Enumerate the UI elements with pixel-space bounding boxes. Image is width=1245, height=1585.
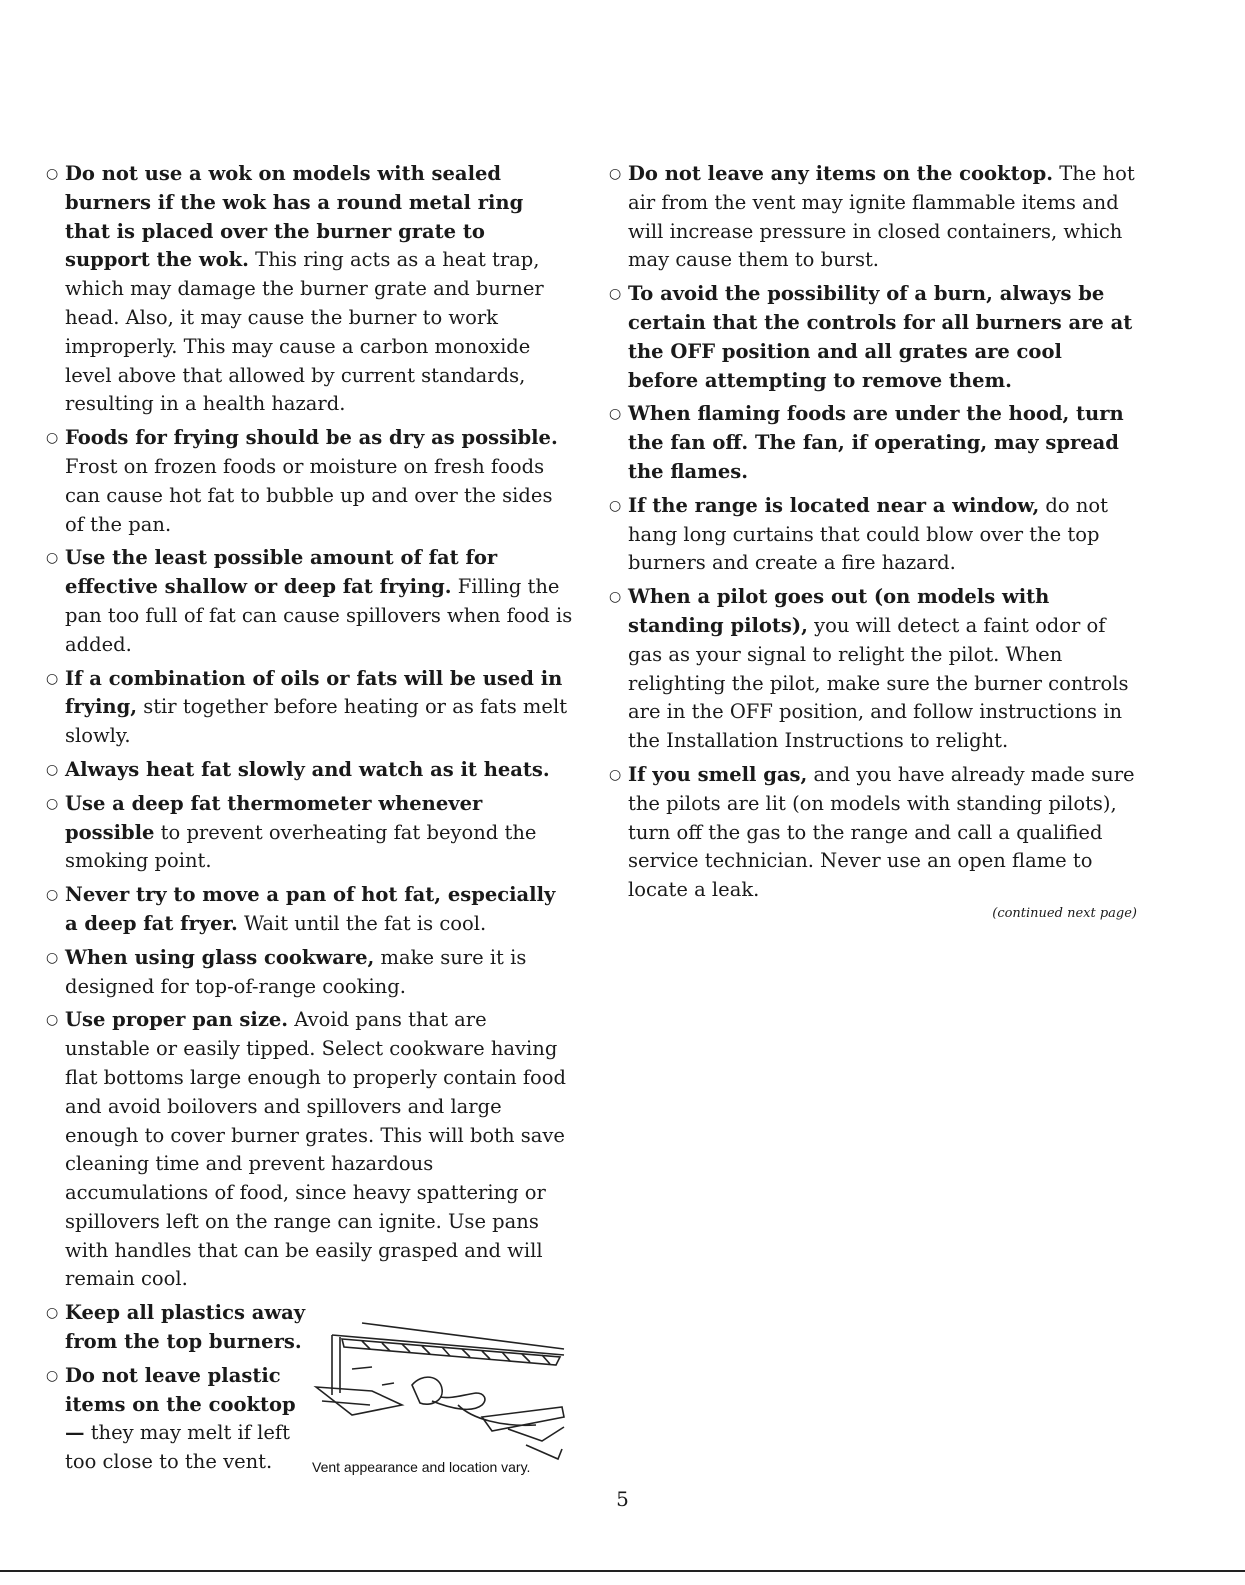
bullet-icon: ○ (609, 406, 622, 423)
list-item (44, 665, 574, 751)
item-bold: Foods for frying should be as dry as possible. (65, 426, 558, 450)
list-item (44, 424, 574, 539)
list-item (607, 400, 1137, 486)
item-bold: Use the least possible amount of fat for effective shallow or deep fat frying. (65, 546, 498, 599)
vent-warnings (44, 1299, 314, 1482)
bullet-icon: ○ (46, 550, 59, 567)
item-bold: Never try to move a pan of hot fat, especially a deep fat fryer. (65, 883, 556, 935)
bullet-icon: ○ (46, 1012, 59, 1029)
item-text: The hot air from the vent may ignite flammable items and will increase pressure in closed containers, which may cause them to burst. (628, 162, 1135, 272)
bullet-icon: ○ (46, 430, 59, 447)
right-column (607, 160, 1137, 921)
bullet-icon: ○ (609, 166, 622, 182)
vent-section (44, 1299, 574, 1479)
item-bold: When a pilot goes out (on models with standing pilots), (628, 585, 1050, 637)
item-text: Avoid pans that are unstable or easily tipped. Select cookware having flat bottoms large enough to properly contain food and avoid boilovers and spillovers and large enough to cover burner grates. This will both save cleaning time and prevent hazardous accumulations of food, since heavy spattering or spillovers left on the range can ignite. Use pans with handles that can be easily grasped and will remain cool. (65, 1008, 567, 1291)
item-text: they may melt if left too close to the vent. (65, 1421, 290, 1474)
list-item (44, 1362, 314, 1477)
list-item (607, 280, 1137, 395)
item-bold: When flaming foods are under the hood, turn the fan off. The fan, if operating, may spread the flames. (628, 402, 1124, 483)
item-text: to prevent overheating fat beyond the smoking point. (65, 820, 537, 873)
bottom-rule (0, 1570, 1245, 1572)
item-bold: Always heat fat slowly and watch as it heats. (65, 757, 550, 781)
item-bold: Do not leave any items on the cooktop. (628, 162, 1054, 185)
item-text: Filling the pan too full of fat can cause spillovers when food is added. (65, 575, 573, 656)
list-item (44, 544, 574, 659)
bullet-icon: ○ (46, 949, 59, 966)
list-item (607, 583, 1137, 756)
bullet-icon: ○ (609, 497, 622, 514)
item-bold: To avoid the possibility of a burn, always be certain that the controls for all burners are at the OFF position and all grates are cool before attempting to remove them. (628, 282, 1133, 392)
left-column (44, 160, 574, 1479)
list-item (44, 756, 574, 785)
bullet-icon: ○ (46, 670, 59, 687)
item-text: do not hang long curtains that could blow over the top burners and create a fire hazard. (628, 493, 1108, 575)
list-item (607, 492, 1137, 578)
item-bold: When using glass cookware, (65, 945, 375, 969)
item-text: Frost on frozen foods or moisture on fresh foods can cause hot fat to bubble up and over the sides of the pan. (65, 454, 553, 536)
item-text: This ring acts as a heat trap, which may damage the burner grate and burner head. Also, it may cause the burner to work improperly. This may cause a carbon monoxide level above that allowed by current standards, resulting in a health hazard. (65, 248, 544, 416)
list-item (44, 1299, 314, 1357)
list-item (44, 1006, 574, 1294)
bullet-icon: ○ (46, 1367, 59, 1384)
bullet-icon: ○ (46, 795, 59, 812)
item-bold: Use a deep fat thermometer whenever possible (65, 791, 483, 844)
list-item (44, 881, 574, 939)
item-bold: Do not use a wok on models with sealed burners if the wok has a round metal ring that is placed over the burner grate to support the wok. (65, 162, 524, 272)
bullet-icon: ○ (609, 286, 622, 303)
item-bold: If you smell gas, (628, 762, 808, 786)
item-bold: Keep all plastics away from the top burners. (65, 1301, 306, 1354)
bullet-icon: ○ (46, 1305, 59, 1322)
list-item (607, 160, 1137, 275)
item-bold: Do not leave plastic items on the cooktop— (65, 1363, 296, 1445)
list-item (44, 944, 574, 1002)
item-text: stir together before heating or as fats melt slowly. (65, 695, 568, 748)
page-number: 5 (616, 1487, 629, 1511)
continued-note: (continued next page) (992, 905, 1137, 921)
list-item (607, 761, 1137, 905)
list-item (44, 790, 574, 876)
bullet-icon: ○ (609, 589, 622, 606)
item-bold: If a combination of oils or fats will be used in frying, (65, 666, 563, 719)
item-bold: If the range is located near a window, (628, 493, 1040, 517)
item-text: you will detect a faint odor of gas as your signal to relight the pilot. When relighting the pilot, make sure the burner controls are in the OFF position, and follow instructions in the Installation Instructions to relight. (628, 613, 1129, 753)
item-text: make sure it is designed for top-of-range cooking. (65, 945, 527, 998)
item-bold: Use proper pan size. (65, 1008, 289, 1032)
vent-illustration (312, 1299, 574, 1479)
item-text: Wait until the fat is cool. (237, 911, 487, 935)
bullet-icon: ○ (46, 166, 59, 182)
bullet-icon: ○ (46, 761, 59, 778)
item-text: and you have already made sure the pilots are lit (on models with standing pilots), turn off the gas to the range and call a qualified service technician. Never use an open flame to locate a leak. (628, 762, 1135, 902)
bullet-icon: ○ (609, 766, 622, 783)
figure-caption: Vent appearance and location vary. (312, 1459, 531, 1476)
list-item (44, 160, 574, 419)
bullet-icon: ○ (46, 887, 59, 904)
